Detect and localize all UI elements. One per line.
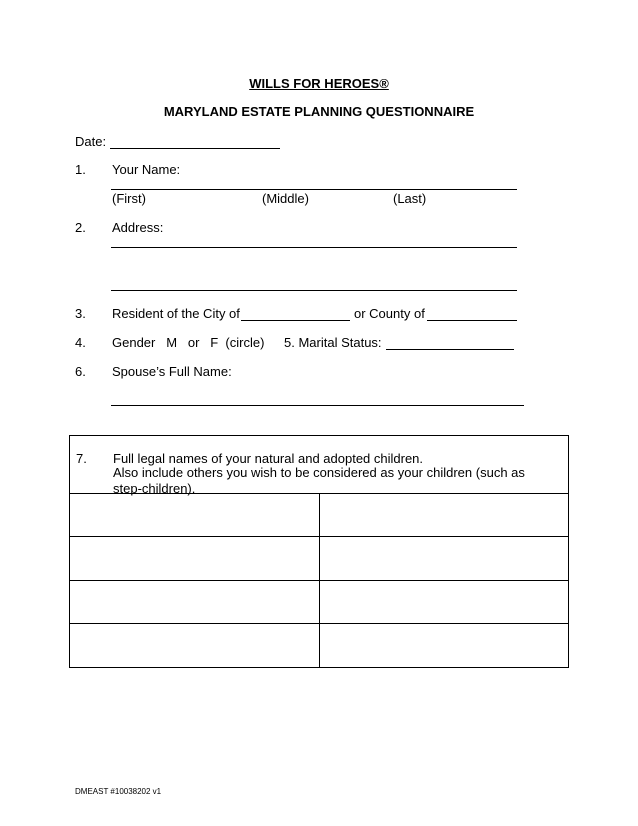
child-name-cell[interactable] [320,537,568,581]
q2-number: 2. [75,220,86,235]
child-name-input[interactable] [326,638,562,652]
q7-line1: Full legal names of your natural and adopted children. [113,451,424,466]
date-field[interactable] [110,134,280,149]
child-name-input[interactable] [76,638,312,652]
date-label: Date: [75,134,107,149]
child-name-cell[interactable] [70,624,320,667]
form-title: WILLS FOR HEROES® [249,76,389,91]
county-field[interactable] [427,306,517,321]
q3-number: 3. [75,306,86,321]
address-line2-field[interactable] [111,276,517,291]
name-field[interactable] [111,175,517,190]
child-name-input[interactable] [76,508,312,522]
q3-county-label: or County of [354,306,425,321]
child-name-cell[interactable] [320,581,568,624]
marital-status-field[interactable] [386,335,514,350]
child-name-cell[interactable] [320,624,568,667]
q7-line2: Also include others you wish to be considered as your children (such as step-children). [113,465,525,496]
child-name-cell[interactable] [70,494,320,537]
children-table [69,435,569,668]
address-line1-field[interactable] [111,233,517,248]
child-name-input[interactable] [326,508,562,522]
child-name-input[interactable] [76,551,312,565]
marital-status-label: 5. Marital Status: [284,335,382,350]
child-name-input[interactable] [76,595,312,609]
child-name-input[interactable] [326,595,562,609]
q3-city-label: Resident of the City of [112,306,240,321]
q2-label: Address: [112,220,164,235]
spouse-name-field[interactable] [111,391,524,406]
gender-label: Gender M or F (circle) [112,335,265,350]
q1-number: 1. [75,162,86,177]
name-last-caption: (Last) [393,191,427,206]
q7-number: 7. [76,451,87,466]
form-subtitle: MARYLAND ESTATE PLANNING QUESTIONNAIRE [163,104,475,119]
child-name-input[interactable] [326,551,562,565]
name-first-caption: (First) [112,191,146,206]
child-name-cell[interactable] [70,537,320,581]
footer-doc-id: DMEAST #10038202 v1 [75,787,162,796]
child-name-cell[interactable] [70,581,320,624]
spouse-label: Spouse’s Full Name: [112,364,232,379]
name-middle-caption: (Middle) [262,191,309,206]
q1-label: Your Name: [112,162,181,177]
q4-number: 4. [75,335,86,350]
city-field[interactable] [241,306,350,321]
child-name-cell[interactable] [320,494,568,537]
q6-number: 6. [75,364,86,379]
